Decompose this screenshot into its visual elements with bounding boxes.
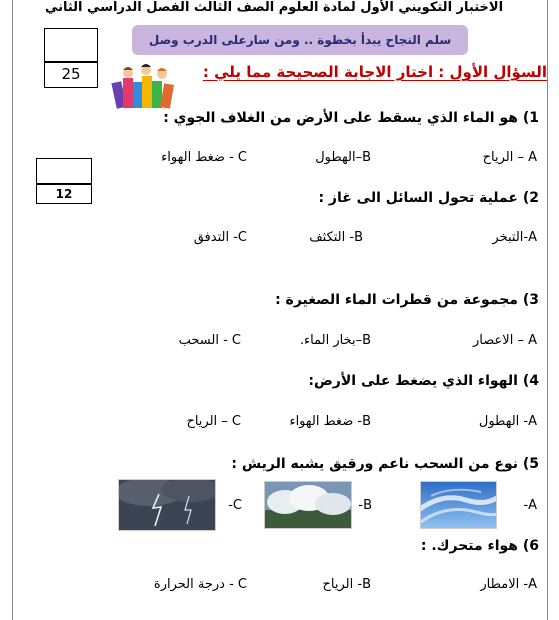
q6-option-a[interactable]: A- الامطار <box>480 577 537 592</box>
question-5: 5) نوع من السحب ناعم ورقيق يشبه الريش : <box>231 456 539 472</box>
section-title: السؤال الأول : اختار الاجابة الصحيحة مما يلي : <box>202 63 547 81</box>
q1-option-a[interactable]: A – الرياح <box>482 150 537 165</box>
section-score-box <box>36 158 92 204</box>
q2-option-b[interactable]: B- التكثف <box>309 230 363 245</box>
page-border-left <box>12 0 13 620</box>
q2-option-c[interactable]: C- التدفق <box>193 230 247 245</box>
question-3: 3) مجموعة من قطرات الماء الصغيرة : <box>275 292 539 308</box>
q6-option-c[interactable]: C - درجة الحرارة <box>153 577 247 592</box>
q5-option-b[interactable]: B- <box>358 498 372 513</box>
q1-option-b[interactable]: B–الهطول <box>315 150 371 165</box>
question-2: 2) عملية تحول السائل الى غاز : <box>318 190 539 206</box>
question-6: 6) هواء متحرك. : <box>420 538 539 554</box>
q3-option-c[interactable]: C - السحب <box>178 333 241 348</box>
q1-option-c[interactable]: C - ضغط الهواء <box>161 150 247 165</box>
students-books-illustration <box>110 64 178 112</box>
page-border-right <box>547 0 548 620</box>
q5-option-a[interactable]: A- <box>523 498 537 513</box>
q5-cumulus-clouds-image[interactable] <box>264 481 352 529</box>
motto-banner: سلم النجاح يبدأ بخطوة .. ومن سارعلى الدرب وصل <box>132 25 468 55</box>
q5-option-c[interactable]: C- <box>228 498 242 513</box>
q3-option-a[interactable]: A – الاعصار <box>473 333 537 348</box>
q6-option-b[interactable]: B- الرياح <box>322 577 371 592</box>
q4-option-a[interactable]: A- الهطول <box>478 414 537 429</box>
q5-feathery-clouds-image[interactable] <box>420 481 497 529</box>
exam-title: الاختبار التكويني الأول لمادة العلوم الصف الثالث الفصل الدراسي الثاني <box>44 0 504 15</box>
q4-option-b[interactable]: B- ضغط الهواء <box>289 414 371 429</box>
question-1: 1) هو الماء الذي يسقط على الأرض من الغلاف الجوي : <box>163 110 539 126</box>
section-score: 12 <box>55 187 73 201</box>
q2-option-a[interactable]: A-التبخر <box>492 230 537 245</box>
question-4: 4) الهواء الذي يضغط على الأرض: <box>308 373 539 389</box>
q5-storm-clouds-image[interactable] <box>118 479 216 531</box>
q4-option-c[interactable]: C – الرياح <box>186 414 241 429</box>
total-score: 25 <box>61 65 81 83</box>
total-score-box <box>44 28 98 88</box>
q3-option-b[interactable]: B–بخار الماء. <box>299 333 371 348</box>
